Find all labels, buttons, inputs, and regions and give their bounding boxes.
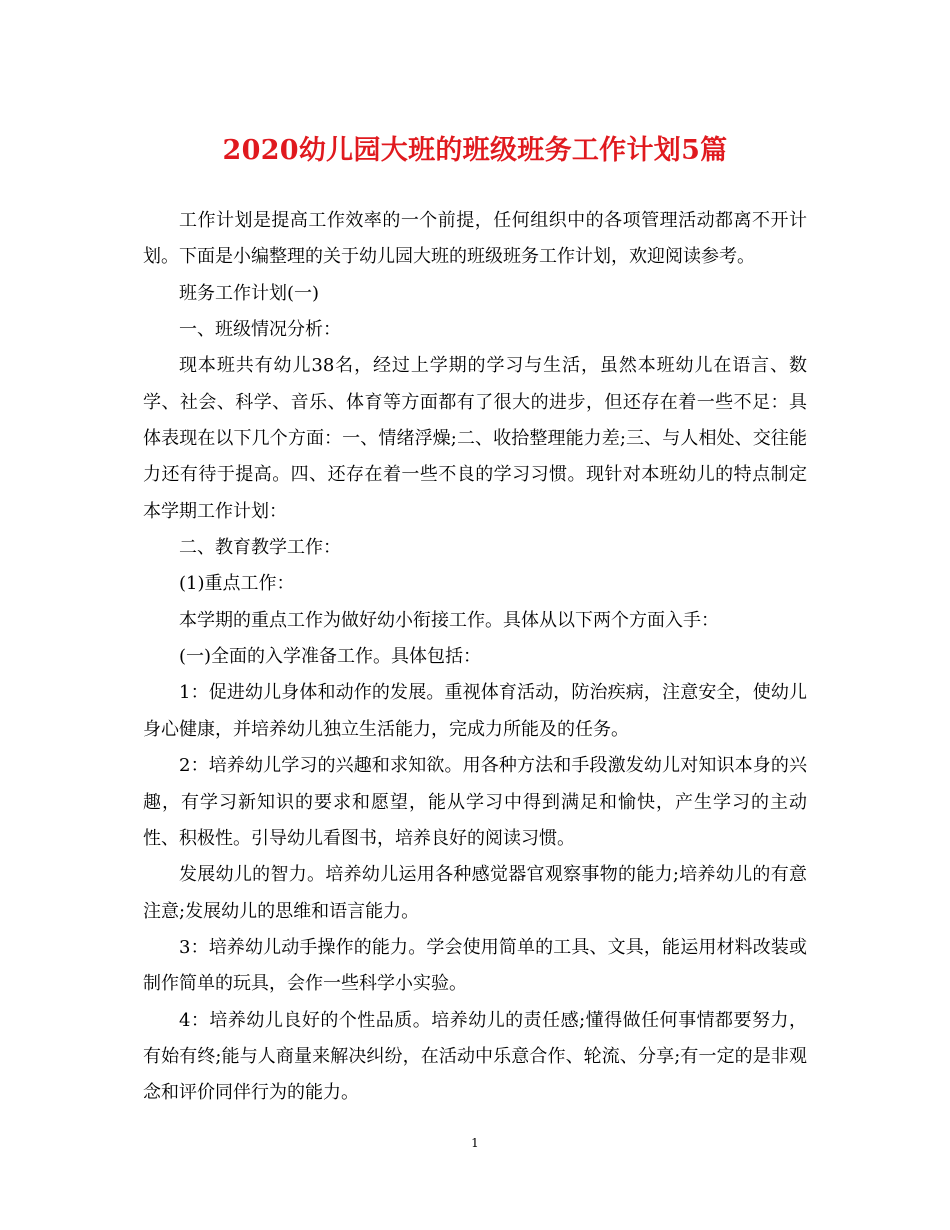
document-title: 2020幼儿园大班的班级班务工作计划5篇	[222, 135, 728, 166]
paragraph-item-2: 2：培养幼儿学习的兴趣和求知欲。用各种方法和手段激发幼儿对知识本身的兴趣，有学习新知识的要求和愿望，能从学习中得到满足和愉快，产生学习的主动性、积极性。引导幼儿看图书，培养良好的阅读习惯。	[143, 755, 807, 849]
paragraph-preparation-heading: (一)全面的入学准备工作。具体包括：	[179, 646, 482, 668]
page-number: 1	[471, 1136, 479, 1150]
paragraph-section-two-heading: 二、教育教学工作：	[179, 537, 341, 559]
paragraph-item-3: 3：培养幼儿动手操作的能力。学会使用简单的工具、文具，能运用材料改装或制作简单的玩具，会作一些科学小实验。	[143, 936, 807, 995]
paragraph-intelligence: 发展幼儿的智力。培养幼儿运用各种感觉器官观察事物的能力;培养幼儿的有意注意;发展幼儿的思维和语言能力。	[143, 864, 807, 922]
paragraph-class-analysis: 现本班共有幼儿38名，经过上学期的学习与生活，虽然本班幼儿在语言、数学、社会、科学、音乐、体育等方面都有了很大的进步，但还存在着一些不足：具体表现在以下几个方面：一、情绪浮燥;二、收拾整理能力差;三、与人相处、交往能力还有待于提高。四、还存在着一些不良的学习习惯。现针对本班幼儿的特点制定本学期工作计划：	[143, 355, 808, 522]
paragraph-item-4: 4：培养幼儿良好的个性品质。培养幼儿的责任感;懂得做任何事情都要努力，有始有终;能与人商量来解决纠纷，在活动中乐意合作、轮流、分享;有一定的是非观念和评价同伴行为的能力。	[143, 1009, 807, 1104]
paragraph-intro: 工作计划是提高工作效率的一个前提，任何组织中的各项管理活动都离不开计划。下面是小编整理的关于幼儿园大班的班级班务工作计划，欢迎阅读参考。	[143, 210, 807, 268]
paragraph-key-work-heading: (1)重点工作：	[179, 573, 295, 595]
paragraph-plan-heading: 班务工作计划(一)	[179, 282, 320, 304]
paragraph-key-work: 本学期的重点工作为做好幼小衔接工作。具体从以下两个方面入手：	[179, 609, 719, 631]
paragraph-section-one-heading: 一、班级情况分析：	[179, 319, 341, 341]
document-body	[143, 203, 807, 1112]
paragraph-item-1: 1：促进幼儿身体和动作的发展。重视体育活动，防治疾病，注意安全，使幼儿身心健康，并培养幼儿独立生活能力，完成力所能及的任务。	[143, 682, 807, 740]
